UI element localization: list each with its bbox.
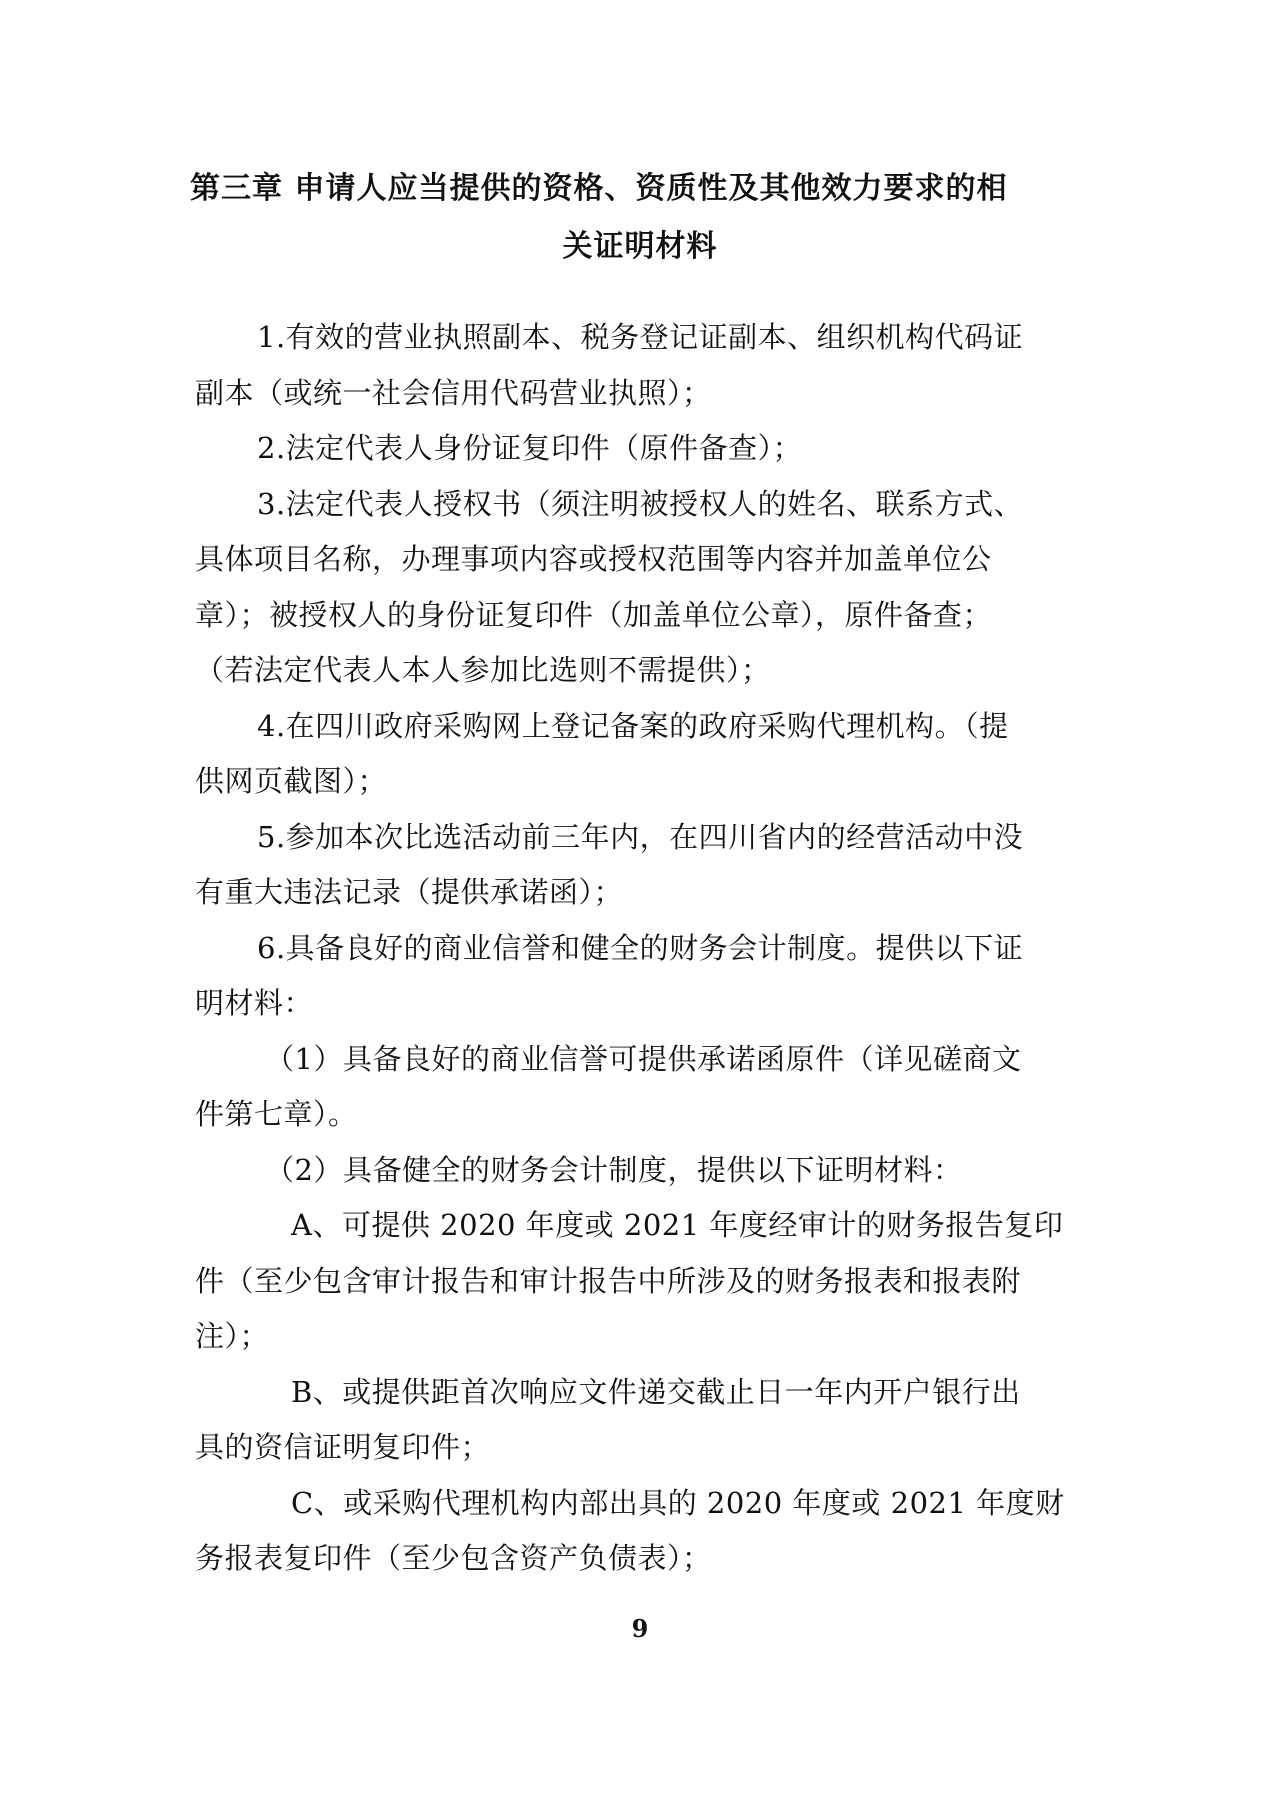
item-4-line-2: 供网页截图）；: [195, 764, 388, 798]
item-4-line-1: 4.在四川政府采购网上登记备案的政府采购代理机构。（提: [257, 708, 1009, 743]
item-6-line-1: 6.具备良好的商业信誉和健全的财务会计制度。提供以下证: [257, 930, 1024, 965]
item-3-line-1: 3.法定代表人授权书（须注明被授权人的姓名、联系方式、: [257, 486, 1024, 521]
item-3-line-3: 章）；被授权人的身份证复印件（加盖单位公章），原件备查；: [195, 597, 993, 632]
item-5-line-2: 有重大违法记录（提供承诺函）；: [195, 875, 624, 909]
item-1-line-2: 副本（或统一社会信用代码营业执照）；: [195, 375, 712, 410]
item-6-1-line-1: （1）具备良好的商业信誉可提供承诺函原件（详见磋商文: [265, 1041, 1022, 1076]
item-6-2-a-line-1: A、可提供 2020 年度或 2021 年度经审计的财务报告复印: [291, 1208, 1064, 1242]
item-6-2-b-line-1: B、或提供距首次响应文件递交截止日一年内开户银行出: [291, 1374, 1021, 1409]
item-6-2-c-line-1: C、或采购代理机构内部出具的 2020 年度或 2021 年度财: [291, 1485, 1065, 1520]
chapter-title: [190, 160, 1090, 276]
item-6-2-a-line-2: 件（至少包含审计报告和审计报告中所涉及的财务报表和报表附: [195, 1263, 1022, 1298]
item-6-2-c-line-2: 务报表复印件（至少包含资产负债表）；: [195, 1541, 712, 1575]
item-6-2-a-line-3: 注）；: [195, 1319, 270, 1353]
item-2-line-1: 2.法定代表人身份证复印件（原件备查）；: [257, 431, 803, 465]
item-6-2-b-line-2: 具的资信证明复印件；: [195, 1430, 491, 1464]
document-body: [195, 310, 1095, 1587]
item-3-line-2: 具体项目名称，办理事项内容或授权范围等内容并加盖单位公: [195, 542, 992, 576]
chapter-title-line-1: 第三章 申请人应当提供的资格、资质性及其他效力要求的相: [190, 171, 1008, 206]
item-6-1-line-2: 件第七章）。: [195, 1097, 358, 1131]
page-number: 9: [631, 1614, 649, 1643]
item-6-2-line-1: （2）具备健全的财务会计制度，提供以下证明材料：: [265, 1152, 963, 1187]
item-6-line-2: 明材料：: [195, 986, 314, 1020]
item-3-line-4: （若法定代表人本人参加比选则不需提供）；: [195, 653, 771, 687]
chapter-title-line-2: 关证明材料: [562, 229, 718, 264]
item-5-line-1: 5.参加本次比选活动前三年内，在四川省内的经营活动中没: [257, 819, 1024, 854]
item-1-line-1: 1.有效的营业执照副本、税务登记证副本、组织机构代码证: [257, 320, 1024, 354]
